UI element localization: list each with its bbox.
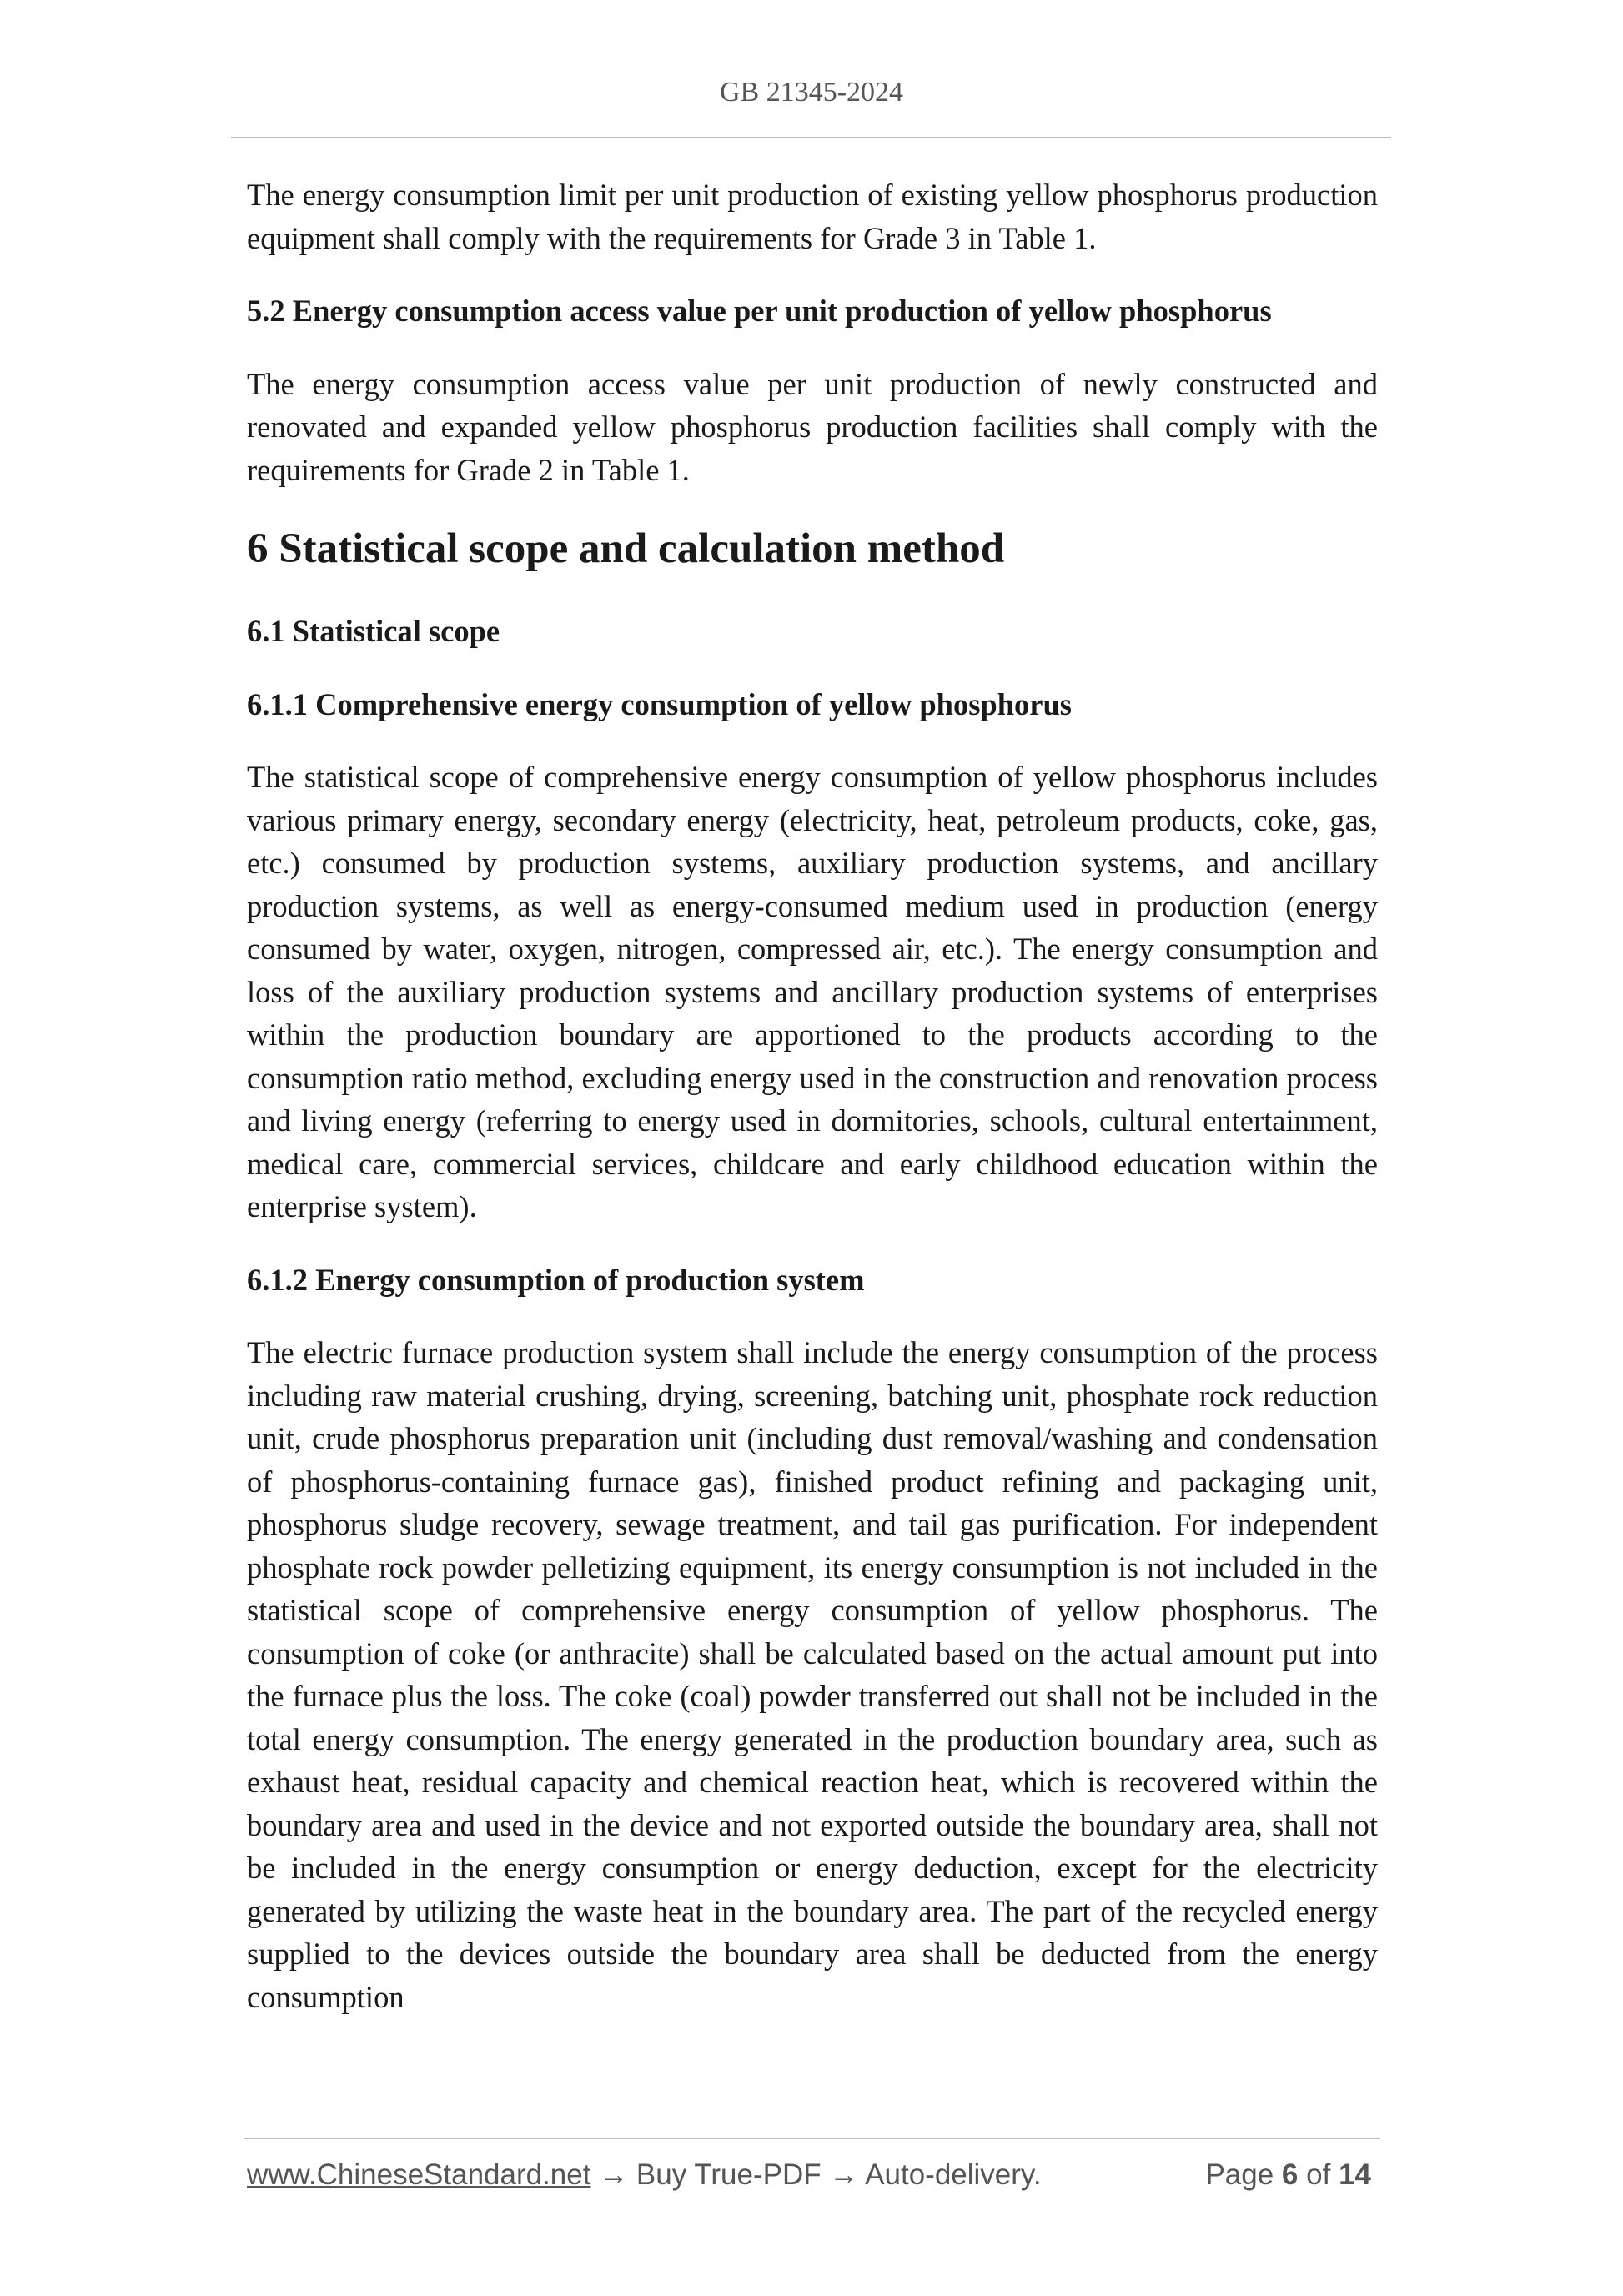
heading-5-2: 5.2 Energy consumption access value per unit production of yellow phosphorus (247, 294, 1272, 328)
document-header: GB 21345-2024 (719, 77, 904, 108)
paragraph-production-system: The electric furnace production system shall include the energy consumption of the process including raw material crushing, drying, screening, batching unit, phosphate rock reduction unit, crude phosphorus preparation unit (including dust removal/washing and condensation of phosphorus-containing furnace gas), finished product refining and packaging unit, phosphorus sludge recovery, sewage treatment, and tail gas purification. For independent phosphate rock powder pelletizing equipment, its energy consumption is not included in the statistical scope of comprehensive energy consumption of yellow phosphorus. The consumption of coke (or anthracite) shall be calculated based on the actual amount put into the furnace plus the loss. The coke (coal) powder transferred out shall not be included in the total energy consumption. The energy generated in the production boundary area, such as exhaust heat, residual capacity and chemical reaction heat, which is recovered within the boundary area and used in the device and not exported outside the boundary area, shall not be included in the energy consumption or energy deduction, except for the electricity generated by utilizing the waste heat in the boundary area. The part of the recycled energy supplied to the devices outside the boundary area shall be deducted from the energy consumption (247, 1335, 1378, 2014)
current-page-number: 6 (1281, 2158, 1299, 2191)
page-of-label: of (1306, 2158, 1331, 2191)
header-divider (231, 137, 1391, 138)
page-indicator (1205, 2158, 1371, 2192)
page-footer (247, 2158, 1381, 2200)
heading-6-1-2: 6.1.2 Energy consumption of production system (247, 1262, 865, 1297)
document-body (247, 173, 1378, 2048)
footer-promo-text: → Buy True-PDF → Auto-delivery. (590, 2158, 1042, 2191)
heading-6-1-1: 6.1.1 Comprehensive energy consumption of yellow phosphorus (247, 686, 1072, 721)
heading-6-1: 6.1 Statistical scope (247, 614, 500, 648)
footer-promo-line (247, 2158, 1042, 2192)
paragraph-comprehensive-scope: The statistical scope of comprehensive energy consumption of yellow phosphorus includes various primary energy, secondary energy (electricity, heat, petroleum products, coke, gas, etc.) consumed by production systems, auxiliary production systems, and ancillary production systems, as well as energy-consumed medium used in production (energy consumed by water, oxygen, nitrogen, compressed air, etc.). The energy consumption and loss of the auxiliary production systems and ancillary production systems of enterprises within the production boundary are apportioned to the products according to the consumption ratio method, excluding energy used in the construction and renovation process and living energy (referring to energy used in dormitories, schools, cultural entertainment, medical care, commercial services, childcare and early childhood education within the enterprise system). (247, 760, 1378, 1223)
website-link[interactable]: www.ChineseStandard.net (247, 2158, 591, 2191)
paragraph-access-value: The energy consumption access value per unit production of newly constructed and renovated and expanded yellow phosphorus production facilities shall comply with the requirements for Grade 2 in Table 1. (247, 366, 1378, 487)
footer-divider (244, 2138, 1380, 2139)
total-page-count: 14 (1339, 2158, 1371, 2191)
paragraph-existing-equipment-limit: The energy consumption limit per unit production of existing yellow phosphorus production equipment shall comply with the requirements for Grade 3 in Table 1. (247, 178, 1378, 255)
heading-section-6: 6 Statistical scope and calculation method (247, 525, 1005, 572)
page-label: Page (1205, 2158, 1274, 2191)
